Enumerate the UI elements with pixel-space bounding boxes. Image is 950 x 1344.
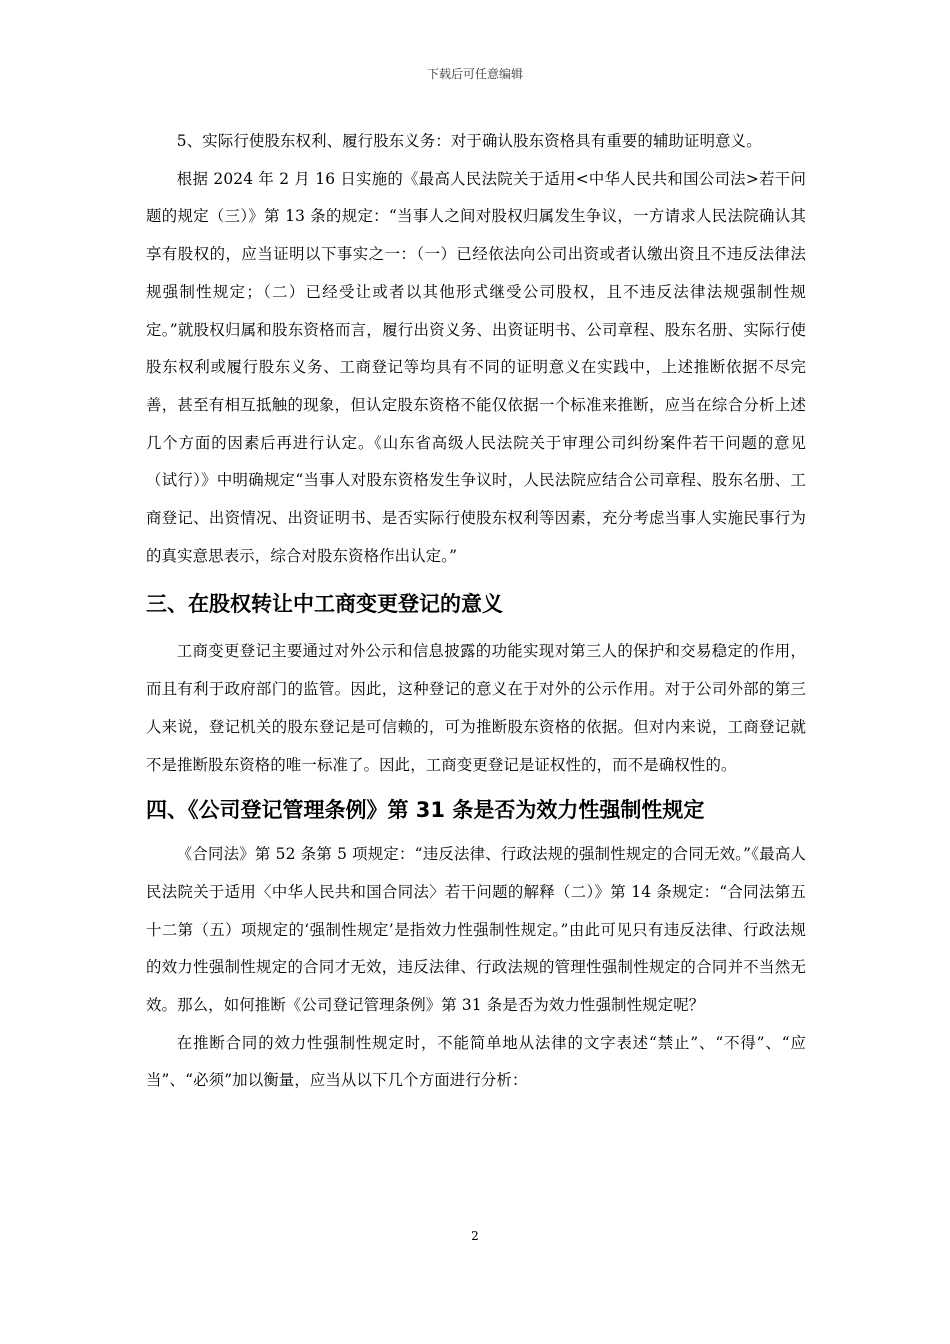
paragraph-analysis-intro: 在推断合同的效力性强制性规定时，不能简单地从法律的文字表述“禁止”、“不得”、“应当”、“必须”加以衡量，应当从以下几个方面进行分析：: [146, 1033, 806, 1090]
section-heading-4: 四、《公司登记管理条例》第 31 条是否为效力性强制性规定: [146, 798, 705, 823]
paragraph-contract-law: 《合同法》第 52 条第 5 项规定：“违反法律、行政法规的强制性规定的合同无效。”《最高人民法院关于适用〈中华人民共和国合同法〉若干问题的解释（二）》第 14 条规定：“合同法第五十二第（五）项规定的‘强制性规定’是指效力性强制性规定。”由此可见只有违反法律、行政法规的效力性强制性规定的合同才无效，违反法律、行政法规的管理性强制性规定的合同并不当然无效。那么，如何推断《公司登记管理条例》第 31 条是否为效力性强制性规定呢？: [146, 845, 806, 1015]
document-body: [146, 123, 806, 1100]
paragraph-shareholder-duties: 5、实际行使股东权利、履行股东义务：对于确认股东资格具有重要的辅助证明意义。: [176, 132, 762, 150]
page-number: 2: [471, 1229, 479, 1243]
section-heading-3: 三、在股权转让中工商变更登记的意义: [146, 592, 503, 617]
paragraph-registration-meaning: 工商变更登记主要通过对外公示和信息披露的功能实现对第三人的保护和交易稳定的作用，而且有利于政府部门的监管。因此，这种登记的意义在于对外的公示作用。对于公司外部的第三人来说，登记机关的股东登记是可信赖的，可为推断股东资格的依据。但对内来说，工商登记就不是推断股东资格的唯一标准了。因此，工商变更登记是证权性的，而不是确权性的。: [146, 642, 806, 774]
paragraph-judicial-interpretation: 根据 2024 年 2 月 16 日实施的《最高人民法院关于适用<中华人民共和国公司法>若干问题的规定（三）》第 13 条的规定：“当事人之间对股权归属发生争议，一方请求人民法院确认其享有股权的，应当证明以下事实之一：（一）已经依法向公司出资或者认缴出资且不违反法律法规强制性规定；（二）已经受让或者以其他形式继受公司股权，且不违反法律法规强制性规定。”就股权归属和股东资格而言，履行出资义务、出资证明书、公司章程、股东名册、实际行使股东权利或履行股东义务、工商登记等均具有不同的证明意义在实践中，上述推断依据不尽完善，甚至有相互抵触的现象，但认定股东资格不能仅依据一个标准来推断，应当在综合分析上述几个方面的因素后再进行认定。《山东省高级人民法院关于审理公司纠纷案件若干问题的意见（试行）》中明确规定“当事人对股东资格发生争议时，人民法院应结合公司章程、股东名册、工商登记、出资情况、出资证明书、是否实际行使股东权利等因素，充分考虑当事人实施民事行为的真实意思表示，综合对股东资格作出认定。”: [146, 169, 806, 565]
page-header: 下载后可任意编辑: [426, 67, 523, 81]
